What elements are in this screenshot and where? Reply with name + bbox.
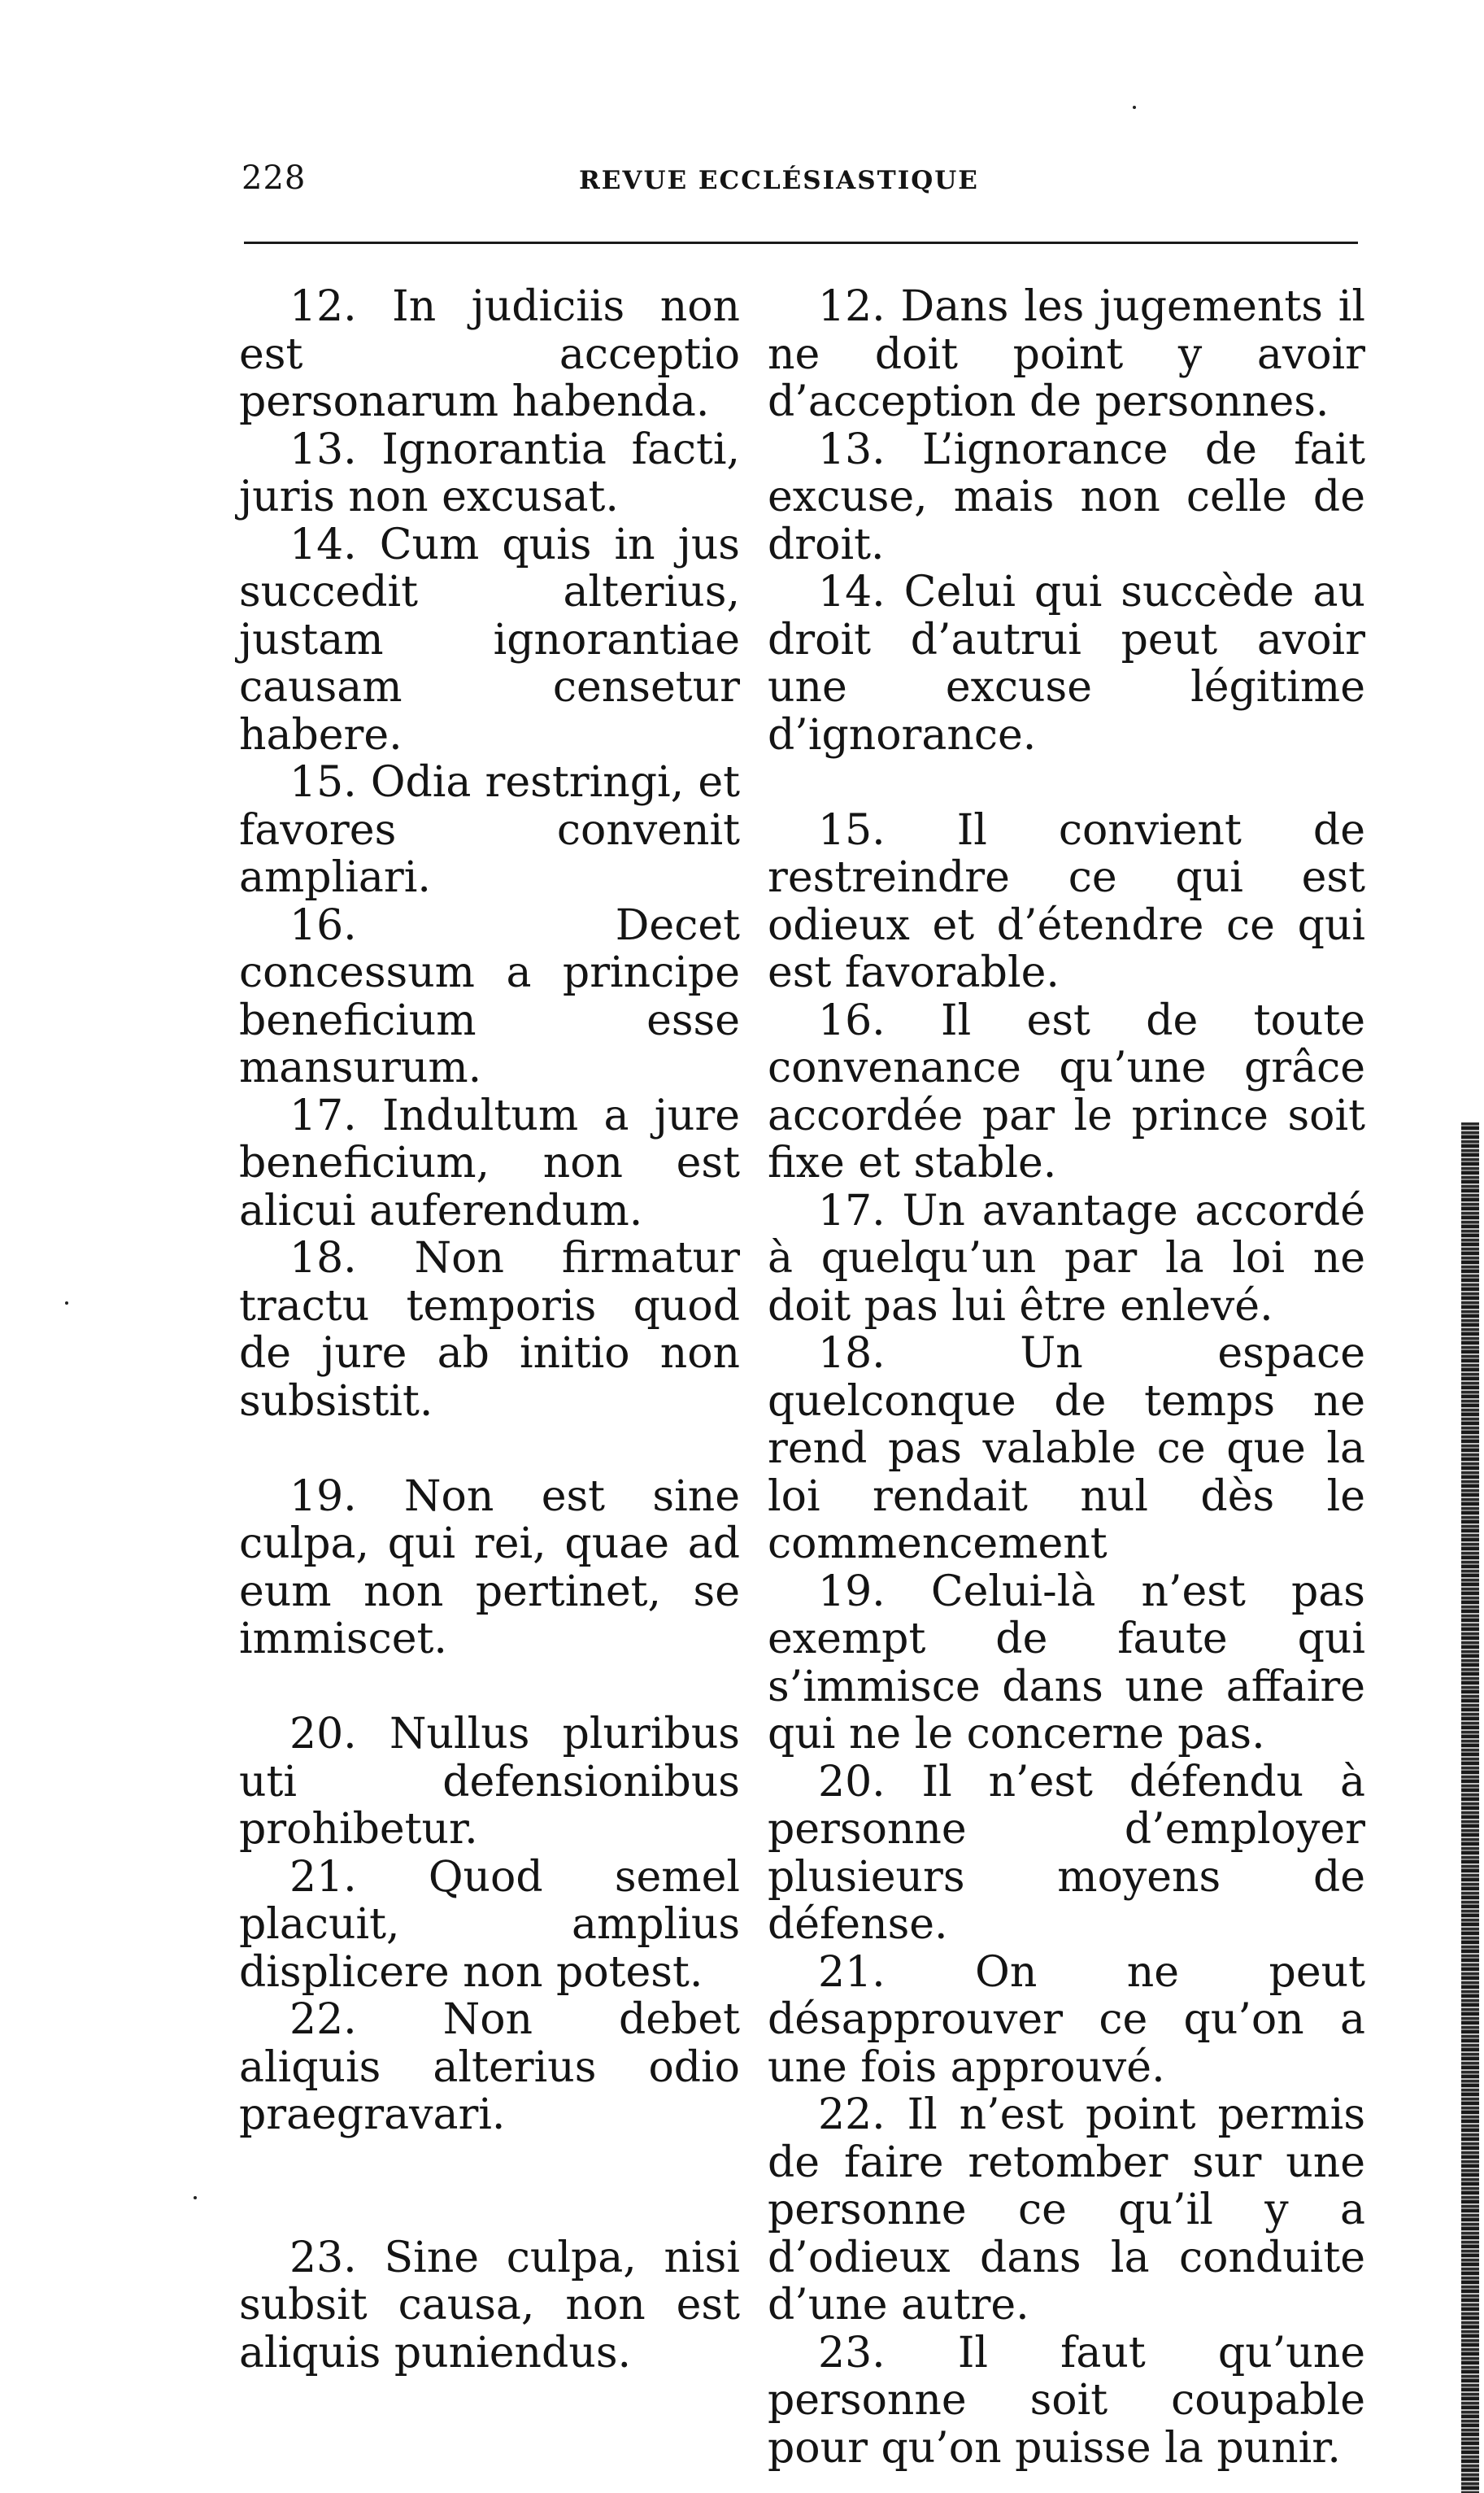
french-rule-17: 17. Un avantage accordé à quelqu’un par la loi ne doit pas lui être enlevé.	[768, 1186, 1365, 1331]
latin-rule-20: 20. Nullus pluribus uti defensionibus prohibetur.	[239, 1710, 740, 1854]
latin-rule-16: 16. Decet concessum a principe beneficium esse mansurum.	[239, 900, 740, 1092]
french-rule-12: 12. Dans les jugements il ne doit point y avoir d’acception de personnes.	[768, 282, 1365, 426]
french-column	[768, 283, 1365, 2472]
running-head: REVUE ECCLÉSIASTIQUE	[579, 166, 979, 195]
latin-rule-21: 21. Quod semel placuit, amplius displicere non potest.	[239, 1852, 740, 1997]
french-rule-20: 20. Il n’est défendu à personne d’employer plusieurs moyens de défense.	[768, 1757, 1365, 1949]
french-rule-23: 23. Il faut qu’une personne soit coupable pour qu’on puisse la punir.	[768, 2328, 1365, 2473]
latin-rule-14: 14. Cum quis in jus succedit alterius, justam ignorantiae causam censetur habere.	[239, 520, 740, 760]
latin-rule-23: 23. Sine culpa, nisi subsit causa, non est aliquis puniendus.	[239, 2233, 740, 2378]
french-rule-22: 22. Il n’est point permis de faire retomber sur une personne ce qu’il y a d’odieux dans la conduite d’une autre.	[768, 2090, 1365, 2330]
page-number: 228	[242, 159, 307, 197]
french-rule-18: 18. Un espace quelconque de temps ne rend pas valable ce que la loi rendait nul dès le commencement	[768, 1329, 1365, 1568]
latin-rule-22: 22. Non debet aliquis alterius odio praegravari.	[239, 1995, 740, 2139]
latin-rule-19: 19. Non est sine culpa, qui rei, quae ad eum non pertinet, se immiscet.	[239, 1471, 740, 1663]
french-rule-13: 13. L’ignorance de fait excuse, mais non celle de droit.	[768, 425, 1365, 569]
latin-rule-12: 12. In judiciis non est acceptio personarum habenda.	[239, 282, 740, 426]
ink-speck	[1133, 106, 1136, 109]
latin-rule-17: 17. Indultum a jure beneficium, non est alicui auferendum.	[239, 1091, 740, 1236]
latin-rule-18: 18. Non firmatur tractu temporis quod de jure ab initio non subsistit.	[239, 1234, 740, 1426]
latin-column	[239, 283, 740, 2377]
latin-rule-13: 13. Ignorantia facti, juris non excusat.	[239, 425, 740, 521]
ink-speck	[65, 1301, 68, 1305]
header-rule	[244, 242, 1358, 244]
latin-rule-15: 15. Odia restringi, et favores convenit ampliari.	[239, 758, 740, 902]
french-rule-16: 16. Il est de toute convenance qu’une grâce accordée par le prince soit fixe et stable.	[768, 996, 1365, 1188]
french-rule-21: 21. On ne peut désapprouver ce qu’on a une fois approuvé.	[768, 1947, 1365, 2092]
french-rule-15: 15. Il convient de restreindre ce qui est odieux et d’étendre ce qui est favorable.	[768, 805, 1365, 997]
page-edge-scan-artifact	[1461, 1122, 1479, 2493]
ink-speck	[194, 2196, 197, 2199]
french-rule-19: 19. Celui-là n’est pas exempt de faute qui s’immisce dans une affaire qui ne le concerne pas.	[768, 1567, 1365, 1759]
french-rule-14: 14. Celui qui succède au droit d’autrui peut avoir une excuse légitime d’ignorance.	[768, 568, 1365, 760]
